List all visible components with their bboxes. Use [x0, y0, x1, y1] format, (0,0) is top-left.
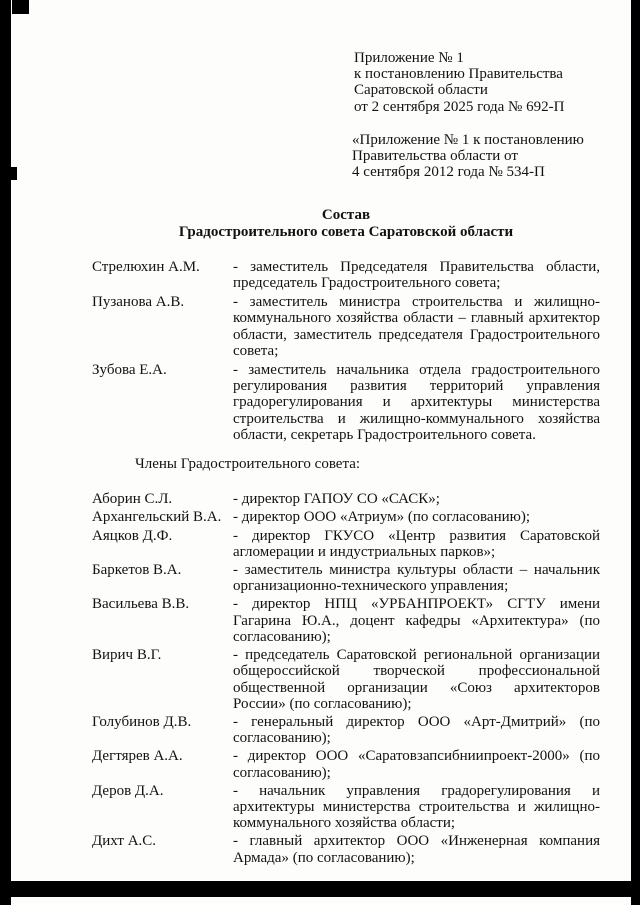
list-item [92, 362, 600, 443]
header-line: Правительства области от [352, 148, 518, 165]
person-name: Вирич В.Г. [92, 647, 162, 664]
list-item [92, 294, 600, 359]
person-name: Пузанова А.В. [92, 294, 185, 311]
person-name: Дихт А.С. [92, 833, 157, 850]
list-item [92, 259, 600, 291]
list-item [92, 509, 600, 525]
person-role: - директор ООО «Саратовзапсибниипроект-2000» (по согласованию); [233, 748, 600, 781]
leadership-list [92, 259, 600, 443]
header-line: к постановлению Правительства [354, 66, 563, 83]
person-role: - генеральный директор ООО «Арт-Дмитрий» (по согласованию); [233, 713, 600, 747]
person-role: - заместитель Председателя Правительства области, председатель Градостроительного совета; [233, 258, 600, 292]
person-role: - директор ГАПОУ СО «САСК»; [233, 491, 440, 508]
person-role: - заместитель начальника отдела градостроительного регулирования развития территорий управления градорегулирования и архитектуры министерства строительства и жилищно-коммунального хозяйства области, секретарь Градостроительного совета. [233, 362, 600, 443]
header-line: от 2 сентября 2025 года № 692-П [354, 98, 565, 115]
title-line-2: Градостроительного совета Саратовской области [178, 223, 514, 240]
list-item [92, 491, 600, 507]
person-role: - директор ООО «Атриум» (по согласованию); [233, 509, 530, 526]
person-name: Аяцков Д.Ф. [92, 527, 173, 544]
person-role: - председатель Саратовской региональной организации общероссийской творческой профессиональной общественной организации «Союз архитекторов России» (по согласованию); [233, 647, 600, 712]
scan-edge-left [0, 0, 11, 905]
person-name: Дегтярев А.А. [92, 748, 183, 765]
header-line: 4 сентября 2012 года № 534-П [352, 164, 545, 181]
list-item [92, 596, 600, 645]
person-name: Зубова Е.А. [92, 362, 167, 379]
list-item [92, 647, 600, 712]
appendix-header-2 [352, 132, 600, 181]
list-item [92, 528, 600, 560]
scan-blot [11, 167, 17, 180]
list-item [92, 833, 600, 865]
list-item [92, 783, 600, 832]
person-role: - начальник управления градорегулирования и архитектуры министерства строительства и жилищно-коммунального хозяйства области; [233, 782, 600, 832]
header-line: «Приложение № 1 к постановлению [352, 131, 584, 148]
person-role: - директор ГКУСО «Центр развития Саратовской агломерации и индустриальных парков»; [233, 527, 600, 560]
person-name: Баркетов В.А. [92, 562, 182, 579]
list-item [92, 562, 600, 594]
header-line: Приложение № 1 [354, 50, 464, 66]
appendix-header-1 [354, 50, 600, 115]
list-item [92, 748, 600, 780]
person-role: - заместитель министра строительства и жилищно-коммунального хозяйства области – главный архитектор области, заместитель председателя Градостроительного совета; [233, 294, 600, 359]
person-role: - заместитель министра культуры области – начальник организационно-технического управления; [233, 562, 600, 595]
scan-bottom-bar [0, 881, 640, 897]
title-line-1: Состав [321, 207, 371, 224]
scan-corner-mark [12, 0, 29, 14]
scan-edge-right [631, 0, 640, 905]
header-line: Саратовской области [354, 82, 488, 99]
person-name: Деров Д.А. [92, 782, 164, 799]
person-name: Голубинов Д.В. [92, 713, 192, 730]
person-name: Стрелюхин А.М. [92, 258, 200, 275]
person-name: Аборин С.Л. [92, 491, 173, 508]
person-name: Васильева В.В. [92, 596, 190, 613]
person-role: - директор НПЦ «УРБАНПРОЕКТ» СГТУ имени Гагарина Ю.А., доцент кафедры «Архитектура» (по согласованию); [233, 596, 600, 645]
list-item [92, 714, 600, 746]
document-content [92, 50, 600, 868]
members-list [92, 491, 600, 865]
members-heading: Члены Градостроительного совета: [135, 456, 361, 473]
page-title [92, 207, 600, 239]
person-name: Архангельский В.А. [92, 509, 222, 526]
person-role: - главный архитектор ООО «Инженерная компания Армада» (по согласованию); [233, 833, 600, 866]
